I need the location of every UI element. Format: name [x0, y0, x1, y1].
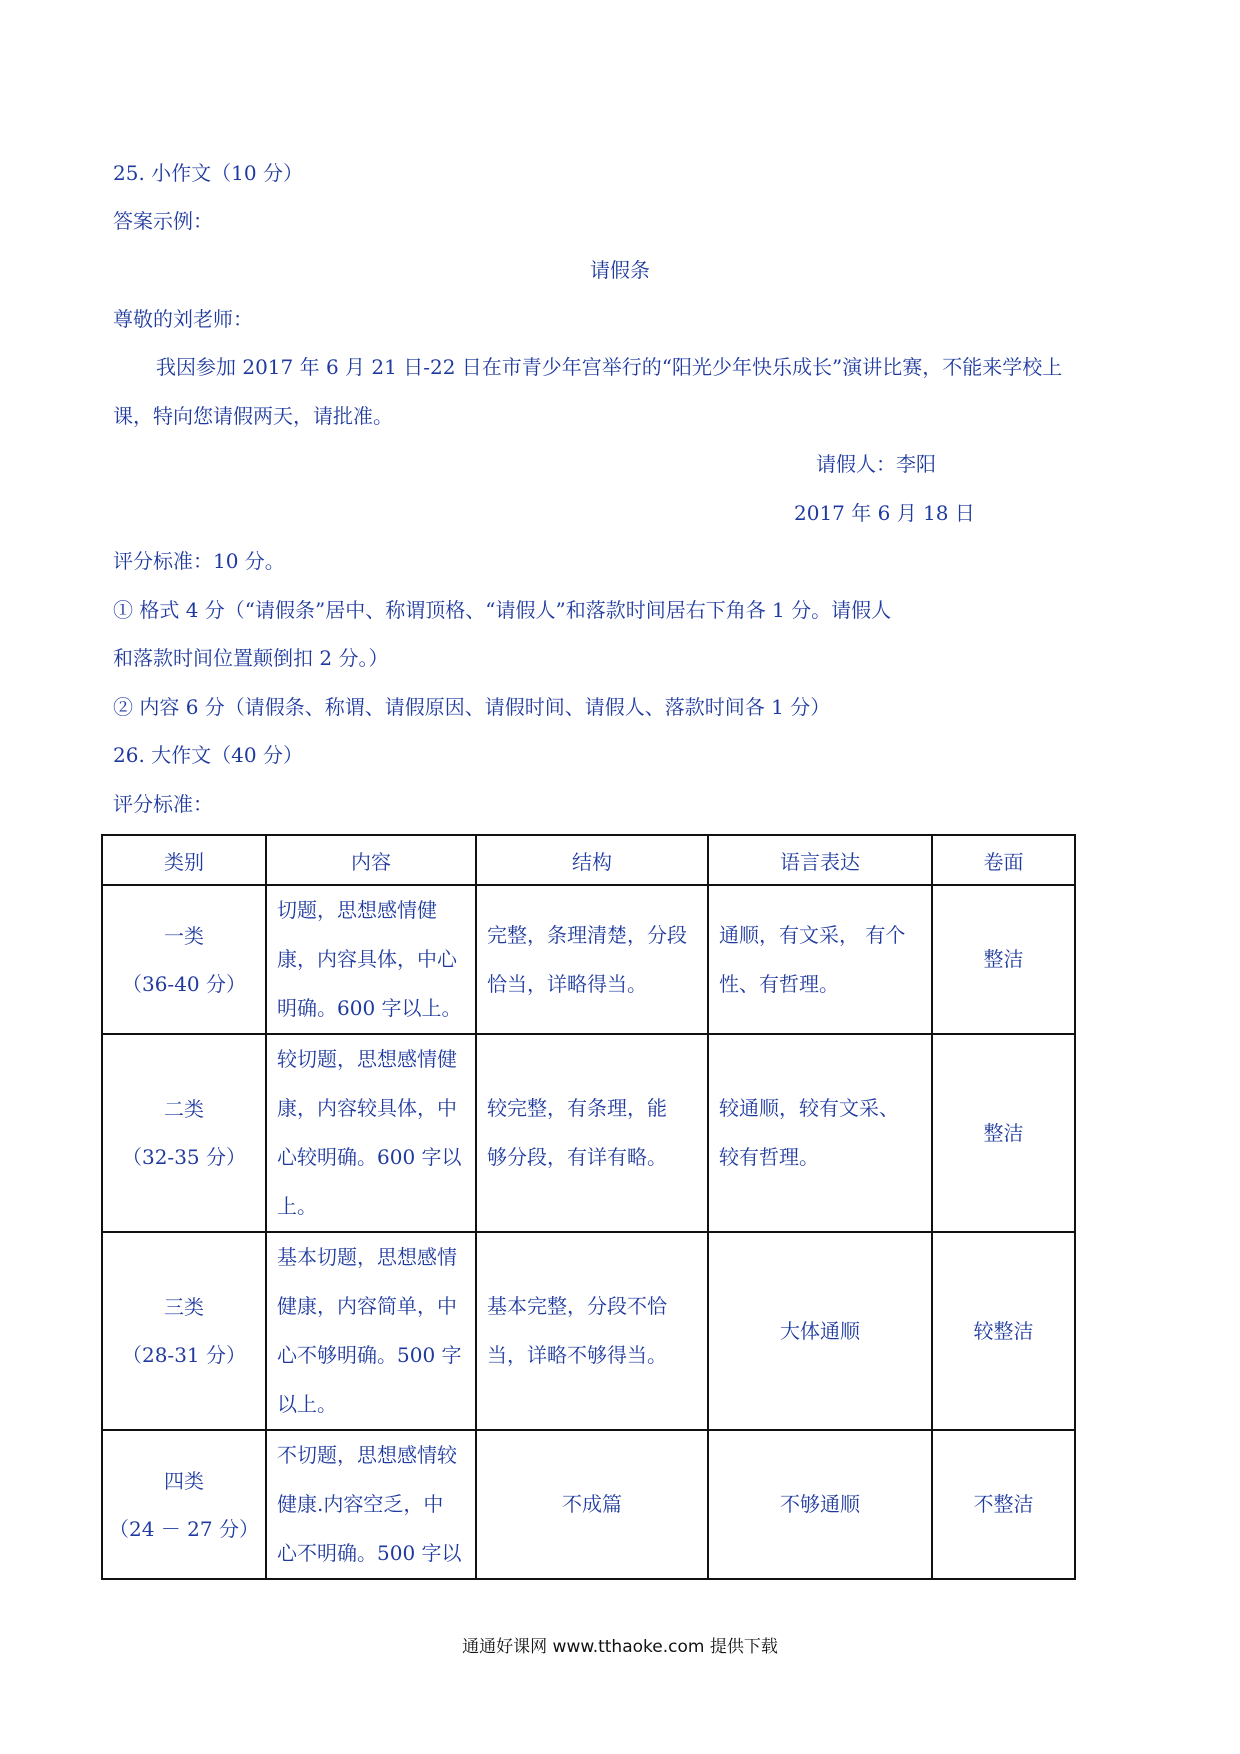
header-neatness: 卷面 [932, 835, 1075, 885]
category-cell [102, 885, 266, 1034]
table-row [102, 885, 1075, 1034]
table-row [102, 1034, 1075, 1232]
language-line: 较有哲理。 [719, 1145, 819, 1169]
category-name: 二类 [164, 1097, 204, 1121]
category-name: 一类 [164, 923, 204, 948]
rubric-table [101, 834, 1076, 1580]
content-line: 心不明确。500 字以 [277, 1541, 462, 1565]
content-line: 心不够明确。500 字 [277, 1343, 462, 1367]
signature-date: 2017 年 6 月 18 日 [794, 501, 975, 525]
content-line: 较切题，思想感情健 [277, 1047, 457, 1071]
language-line: 较通顺，较有文采、 [719, 1096, 899, 1120]
content-line: 康，内容较具体，中 [277, 1096, 457, 1120]
letter-body-line1: 我因参加 2017 年 6 月 21 日-22 日在市青少年宫举行的“阳光少年快乐成长”演讲比赛，不能来学校上 [156, 355, 1063, 379]
structure-line: 恰当，详略得当。 [487, 971, 647, 996]
category-range: （28-31 分） [121, 1343, 246, 1367]
language-line: 通顺，有文采， 有个 [719, 922, 906, 947]
content-line: 上。 [277, 1194, 317, 1218]
content-line: 切题，思想感情健 [277, 898, 437, 922]
language-cell [708, 885, 932, 1034]
header-structure: 结构 [476, 835, 708, 885]
content-line: 健康，内容简单，中 [277, 1294, 457, 1318]
category-cell [102, 1430, 266, 1579]
answer-label: 答案示例： [113, 209, 213, 233]
language-line: 性、有哲理。 [719, 971, 839, 996]
neatness-cell: 整洁 [932, 885, 1075, 1034]
category-cell [102, 1232, 266, 1430]
structure-line: 基本完整，分段不恰 [487, 1294, 667, 1318]
table-row [102, 1232, 1075, 1430]
letter-body-line2: 课，特向您请假两天，请批准。 [113, 404, 393, 428]
table-header-row [102, 835, 1075, 885]
language-cell: 大体通顺 [708, 1232, 932, 1430]
category-range: （24 － 27 分） [109, 1516, 259, 1541]
q26-criteria-title: 评分标准： [113, 792, 213, 816]
content-line: 健康.内容空乏，中 [277, 1492, 444, 1516]
category-name: 四类 [164, 1468, 204, 1493]
neatness-cell: 不整洁 [932, 1430, 1075, 1579]
header-content: 内容 [266, 835, 476, 885]
q25-title: 25. 小作文（10 分） [113, 161, 303, 185]
header-category: 类别 [102, 835, 266, 885]
structure-line: 当，详略不够得当。 [487, 1343, 667, 1367]
q26-title: 26. 大作文（40 分） [113, 743, 303, 767]
content-line: 不切题，思想感情较 [277, 1443, 457, 1467]
content-line: 以上。 [277, 1392, 337, 1416]
structure-line: 够分段，有详有略。 [487, 1145, 667, 1169]
neatness-cell: 整洁 [932, 1034, 1075, 1232]
q25-criteria1-line2: 和落款时间位置颠倒扣 2 分。） [113, 646, 389, 670]
structure-line: 较完整，有条理，能 [487, 1096, 667, 1120]
content-cell [266, 1232, 476, 1430]
table-row [102, 1430, 1075, 1579]
category-range: （32-35 分） [121, 1145, 246, 1169]
category-name: 三类 [164, 1295, 204, 1319]
structure-cell [476, 1232, 708, 1430]
structure-line: 完整，条理清楚，分段 [487, 922, 687, 947]
salutation: 尊敬的刘老师： [113, 307, 253, 331]
q25-criteria-title: 评分标准：10 分。 [113, 549, 285, 573]
content-cell [266, 1034, 476, 1232]
structure-cell [476, 885, 708, 1034]
q25-criteria2: ② 内容 6 分（请假条、称谓、请假原因、请假时间、请假人、落款时间各 1 分） [113, 695, 831, 719]
structure-cell: 不成篇 [476, 1430, 708, 1579]
content-line: 心较明确。600 字以 [277, 1145, 462, 1169]
language-cell: 不够通顺 [708, 1430, 932, 1579]
content-cell [266, 885, 476, 1034]
content-line: 康，内容具体，中心 [277, 947, 457, 971]
content-line: 基本切题，思想感情 [277, 1245, 457, 1269]
q25-criteria1-line1: ① 格式 4 分（“请假条”居中、称谓顶格、“请假人”和落款时间居右下角各 1 分。请假人 [113, 598, 892, 622]
header-language: 语言表达 [708, 835, 932, 885]
page-footer: 通通好课网 www.tthaoke.com 提供下载 [462, 1637, 778, 1657]
neatness-cell: 较整洁 [932, 1232, 1075, 1430]
content-line: 明确。600 字以上。 [277, 996, 462, 1020]
category-range: （36-40 分） [121, 971, 246, 996]
language-cell [708, 1034, 932, 1232]
structure-cell [476, 1034, 708, 1232]
content-cell [266, 1430, 476, 1579]
signature: 请假人：李阳 [816, 452, 936, 476]
letter-title: 请假条 [590, 258, 650, 282]
category-cell [102, 1034, 266, 1232]
